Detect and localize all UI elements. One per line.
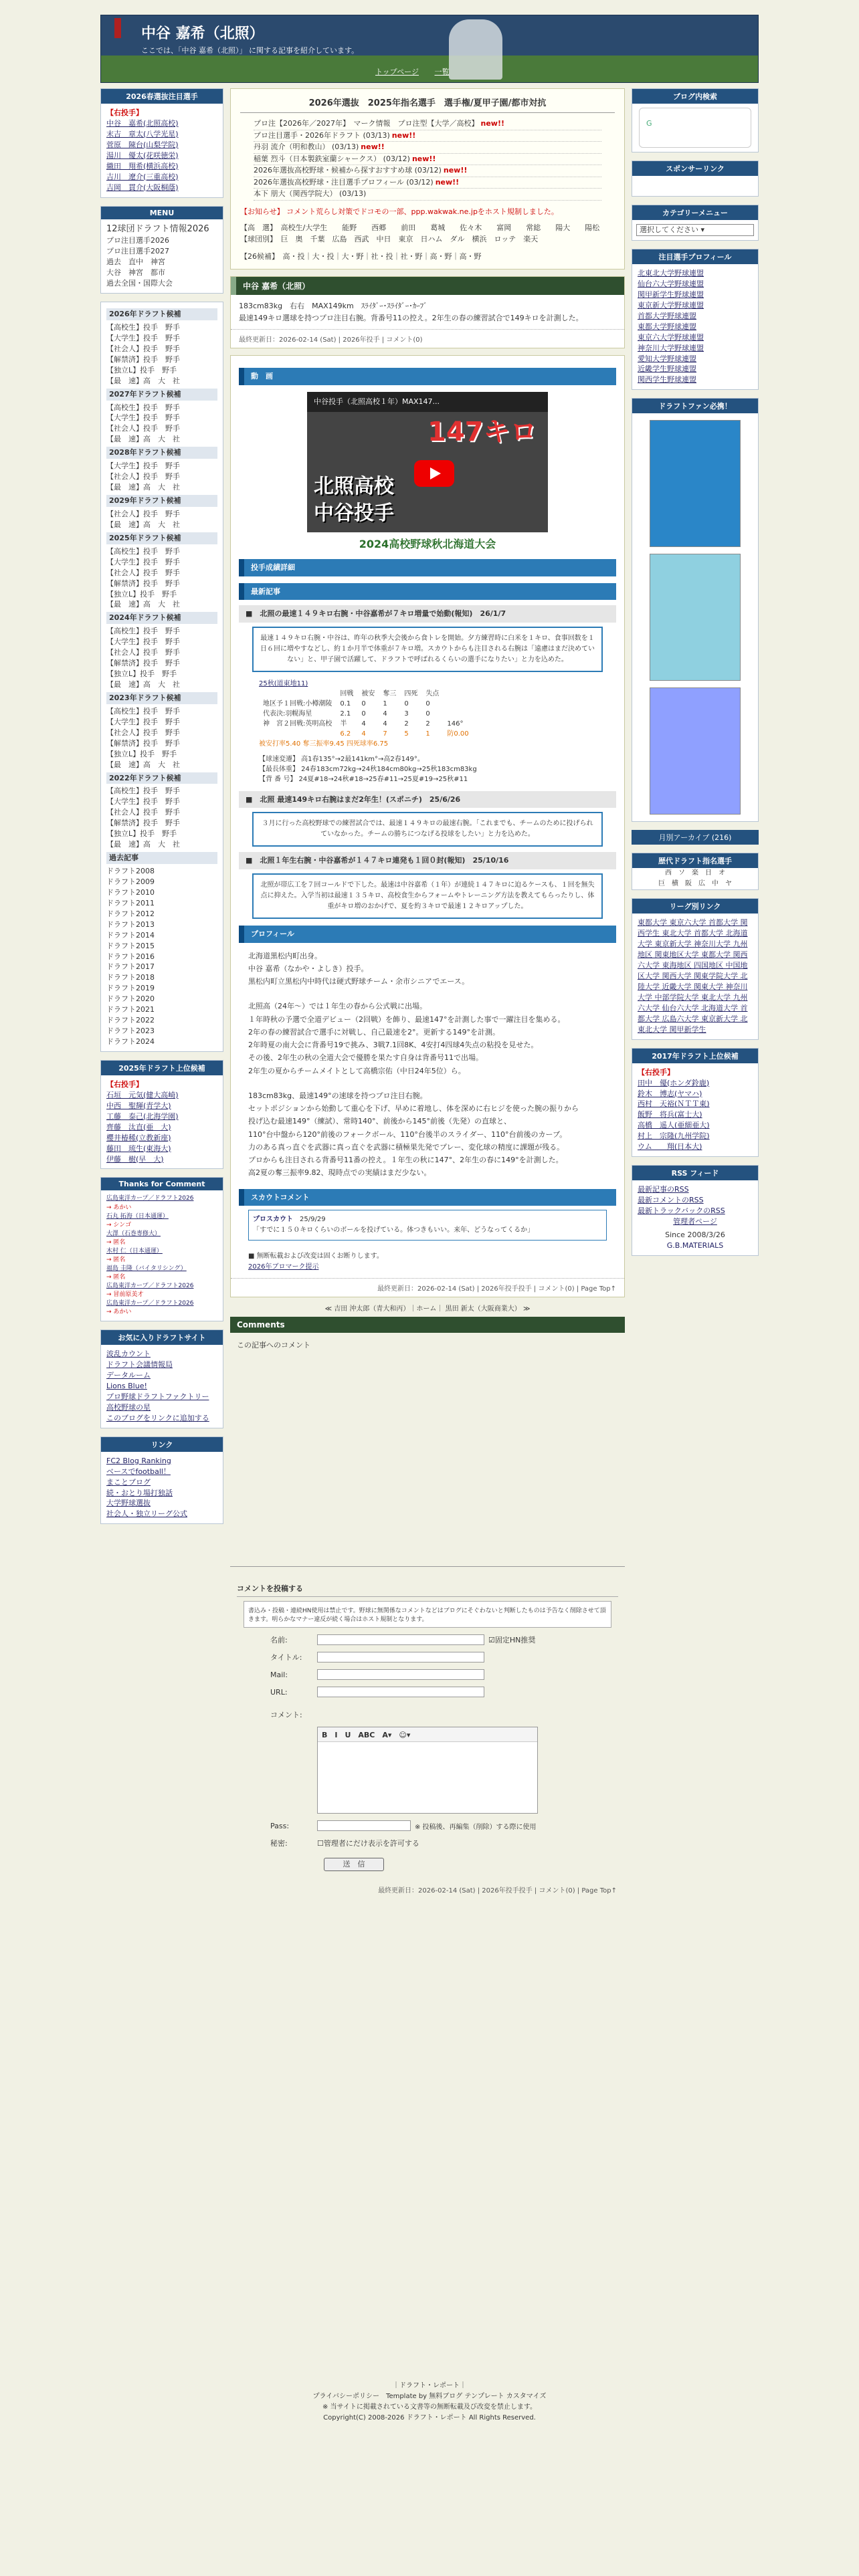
team-links[interactable]: 西 ソ 楽 日 オ	[665, 869, 725, 877]
notice: 【お知らせ】 コメント荒らし対策でドコモの一部、ppp.wakwak.ne.jpをホスト規制しました。	[240, 207, 559, 216]
box-title: ドラフトファン必携！	[632, 399, 758, 413]
archive-link[interactable]: ドラフト2013	[106, 920, 155, 929]
article-body	[230, 355, 625, 1297]
recent-comments-box	[100, 1177, 223, 1321]
article-meta: 最終更新日：2026-02-14 (Sat) | 2026年投手投手 | コメント(0) | Page Top↑	[231, 1278, 624, 1297]
comment-author: → 匿名	[106, 1256, 126, 1263]
archive-link[interactable]: ドラフト2018	[106, 973, 155, 982]
league-link[interactable]: 神奈川大学野球連盟	[638, 343, 704, 352]
player-link[interactable]: ウム 翔(日本大)	[638, 1142, 702, 1152]
secret-note: 管理者にだけ表示を許可する	[323, 1839, 419, 1848]
draft-row[interactable]: 【最 速】高 大 社	[106, 600, 180, 609]
rss-link[interactable]: 最新記事のRSS	[638, 1185, 689, 1194]
archive-link[interactable]: ドラフト2017	[106, 962, 155, 972]
after-notes: ■ 無断転載および改変は固くお断りします。 2026年ブロマーク提示	[248, 1253, 383, 1271]
comment-author: → 匿名	[106, 1273, 126, 1281]
draft-row[interactable]: 【社会人】投手 野手	[106, 424, 180, 433]
archive-link[interactable]: ドラフト2016	[106, 952, 155, 961]
site-link[interactable]: 続・おとり場打独話	[106, 1488, 173, 1497]
books-box	[632, 398, 759, 822]
draft-candidates-box	[100, 302, 223, 1052]
draft-row[interactable]: 【大学生】投手 野手	[106, 413, 180, 423]
book-cover-image[interactable]	[650, 554, 741, 681]
player-link[interactable]: 吉岡 貫介(大阪桐蔭)	[106, 183, 179, 192]
archive-heading: 過去記事	[106, 852, 217, 864]
archive-link[interactable]: ドラフト2023	[106, 1027, 155, 1036]
comment-link[interactable]: 大澤（石巻専修大）	[106, 1230, 161, 1237]
video-player[interactable]	[307, 392, 548, 552]
draft-row[interactable]: 【高校生】投手 野手	[106, 786, 180, 796]
footer-copyright: Copyright(C) 2008-2026 ドラフト・レポート All Rights Reserved.	[323, 2414, 536, 2422]
archive-link[interactable]: ドラフト2015	[106, 941, 155, 950]
player-link[interactable]: 菅原 陳台(山梨学院)	[106, 140, 179, 149]
footer	[100, 2381, 759, 2424]
form-title: コメントを投稿する	[237, 1583, 618, 1597]
draft-row[interactable]: 【独立L】投手 野手	[106, 749, 177, 758]
league-link[interactable]: 仙台六大学野球連盟	[638, 279, 704, 288]
main-content	[230, 88, 625, 1899]
spring-picks-box	[100, 88, 223, 198]
comments-empty: この記事へのコメント	[230, 1333, 625, 1567]
secret-checkbox[interactable]: ☐	[317, 1838, 324, 1848]
article	[230, 276, 625, 348]
player-link[interactable]: 吉川 遼介(三重高校)	[106, 172, 179, 181]
player-link[interactable]: 櫻井椿稀(立教新座)	[106, 1133, 171, 1142]
draft-row[interactable]: 【解禁済】投手 野手	[106, 659, 180, 668]
secret-label: 秘密:	[270, 1839, 288, 1848]
menu-headline[interactable]: 12球団ドラフト情報2026	[106, 223, 209, 234]
name-label: 名前:	[270, 1636, 288, 1645]
article-meta: 最終更新日：2026-02-14 (Sat) | 2026年投手投手 | コメント(0) | Page Top↑	[378, 1887, 617, 1895]
form-note: 書込み・投稿・連続HN使用は禁止です。野球に無関係なコメントなどはブログにそぐわないと判断したものは予告なく削除させて頂きます。明らかなマナー違反が続く場合はホスト規制となります。	[244, 1601, 611, 1628]
comment-author: → 冒前原美才	[106, 1291, 144, 1298]
box-title: リンク	[101, 1437, 223, 1452]
draft-row[interactable]: 【高校生】投手 野手	[106, 546, 180, 556]
site-link[interactable]: まことブログ	[106, 1477, 151, 1487]
menu-item[interactable]: プロ注目選手2026	[106, 236, 169, 245]
league-link[interactable]: 首都大学野球連盟	[638, 311, 696, 320]
archive-link[interactable]: ドラフト2010	[106, 887, 155, 897]
draft-year-heading: 2026年ドラフト候補	[106, 308, 217, 320]
player-link[interactable]: 工藤 泰己(北海学園)	[106, 1111, 179, 1121]
article-meta: 最終更新日：2026-02-14 (Sat) | 2026年投手 | コメント(0)	[231, 329, 624, 348]
recent-post[interactable]: 丹羽 流介（明和教山） (03/13) new!!	[254, 142, 601, 154]
comment-link[interactable]: 広島東洋カープ／ドラフト2026	[106, 1282, 194, 1289]
book-cover-image[interactable]	[650, 420, 741, 547]
draft-row[interactable]: 【解禁済】投手 野手	[106, 578, 180, 588]
news-heading: ■ 北照の最速１４９キロ右腕・中谷嘉希が７キロ増量で始動(報知) 26/1/7	[239, 605, 616, 623]
box-subhead: 【右投手】	[106, 1079, 143, 1089]
box-title: 2026春選抜注目選手	[101, 89, 223, 104]
sponsor-box	[632, 160, 759, 197]
post-nav[interactable]: ≪ 吉田 沖太郎（青大和丙）｜ホーム｜ 黒田 新太（大阪商業大） ≫	[324, 1305, 531, 1313]
player-link[interactable]: 湯川 優太(花咲徳栄)	[106, 150, 179, 160]
box-subhead: 【右投手】	[106, 108, 143, 117]
news-heading: ■ 北照１年生右腕・中谷嘉希が１４７キロ連発も１回０封(報知) 25/10/16	[239, 852, 616, 869]
scout-comment: プロスカウト 25/9/29 「すでに１５０キロくらいのボールを投げている。体つきもいい。来年、どうなってくるか」	[248, 1210, 607, 1241]
box-title: カテゴリーメニュー	[632, 205, 758, 220]
site-link[interactable]: Lions Blue!	[106, 1381, 147, 1390]
submit-button[interactable]: 送 信	[324, 1858, 384, 1871]
category-select[interactable]: 選択してください ▾	[636, 224, 754, 236]
url-input[interactable]	[317, 1687, 484, 1697]
site-header	[100, 15, 759, 83]
player-summary: 最速149キロ選球を持つプロ注目右腕。背番号11の控え。2年生の春の練習試合で149キロを計測した。	[239, 313, 583, 322]
archive-link[interactable]: ドラフト2014	[106, 930, 155, 940]
pitching-stats	[259, 679, 596, 784]
section-bar: 投手成績詳細	[239, 559, 616, 576]
comment-link[interactable]: 福島 圭隆（バイタリシング）	[106, 1265, 187, 1272]
video-caption: 中谷投手	[314, 502, 394, 526]
draft-year-heading: 2023年ドラフト候補	[106, 692, 217, 704]
box-title: お気に入りドラフトサイト	[101, 1330, 223, 1345]
box-title: 歴代ドラフト指名選手	[632, 853, 758, 868]
video-velocity: 147キロ	[427, 417, 537, 448]
draft-row[interactable]: 【独立L】投手 野手	[106, 829, 177, 839]
book-cover-image[interactable]	[650, 687, 741, 815]
admin-link[interactable]: 管理者ページ	[673, 1216, 717, 1226]
name-input[interactable]	[317, 1634, 484, 1645]
materials-credit[interactable]: G.B.MATERIALS	[666, 1241, 724, 1250]
video-title: 中谷投手（北照高校１年）MAX147...	[307, 392, 548, 412]
draft-year-heading: 2025年ドラフト候補	[106, 532, 217, 544]
player-link[interactable]: 中西 聖輝(青学大)	[106, 1101, 171, 1110]
site-link[interactable]: 高校野球の星	[106, 1402, 151, 1412]
draft-row[interactable]: 【大学生】投手 野手	[106, 557, 180, 566]
draft-row[interactable]: 【最 速】高 大 社	[106, 680, 180, 689]
box-title: RSS フィード	[632, 1166, 758, 1180]
archive-link[interactable]: ドラフト2009	[106, 877, 155, 886]
draft-row[interactable]: 【大学生】投手 野手	[106, 637, 180, 647]
draft-row[interactable]: 【解禁済】投手 野手	[106, 819, 180, 828]
article-title: 中谷 嘉希（北照）	[231, 277, 624, 295]
league-link[interactable]: 東都大学野球連盟	[638, 322, 696, 331]
recent-posts-box	[230, 88, 625, 270]
after-link[interactable]: 2026年ブロマーク提示	[248, 1263, 319, 1271]
play-icon[interactable]	[414, 460, 454, 487]
site-link[interactable]: プロ野球ドラフトファクトリー	[106, 1392, 209, 1401]
since-text: Since 2008/3/26	[665, 1230, 725, 1239]
search-box	[632, 88, 759, 152]
video-caption: 北照高校	[314, 475, 394, 499]
monthly-archive[interactable]: 月別アーカイブ (216)	[632, 830, 759, 845]
nav-top[interactable]: トップページ	[375, 68, 419, 76]
stats-line: 【背 番 号】 24夏#18→24秋#18→25春#11→25夏#19→25秋#11	[259, 775, 468, 783]
site-link[interactable]: ベースでfootball！	[106, 1467, 171, 1476]
draft-row[interactable]: 【大学生】投手 野手	[106, 333, 180, 342]
title-label: タイトル:	[270, 1653, 302, 1662]
draft-row[interactable]: 【大学生】投手 野手	[106, 717, 180, 726]
footer-notice: ※ 当サイトに掲載されている文書等の無断転載及び改変を禁止します。	[322, 2403, 537, 2411]
draft-row[interactable]: 【最 速】高 大 社	[106, 483, 180, 492]
comments-title: Comments	[230, 1317, 625, 1333]
comment-label: コメント:	[270, 1711, 302, 1720]
menu-box	[100, 206, 223, 294]
player-link[interactable]: 高橋 遥人(亜細亜大)	[638, 1121, 710, 1130]
title-input[interactable]	[317, 1652, 484, 1662]
comment-form: コメントを投稿する 書込み・投稿・連続HN使用は禁止です。野球に無関係なコメントなどはブログにそぐわないと判断したものは予告なく削除させて頂きます。明らかなマナー違反が続く場合はホスト規制となります。 名前: ☑ 固定HN推奨 タイトル: Mail: URL: コメント: B I U ABC A▾ ☺▾ Pass: ※ 投稿後、再編集（削除）する際に使用 秘密: ☐ 管理者にだけ表示を許可する 送 信	[230, 1576, 625, 1878]
draft-row[interactable]: 【社会人】投手 野手	[106, 648, 180, 657]
draft-row[interactable]: 【最 速】高 大 社	[106, 376, 180, 385]
box-title: 2017年ドラフト上位候補	[632, 1049, 758, 1063]
draft-row[interactable]: 【独立L】投手 野手	[106, 365, 177, 374]
recent-post[interactable]: プロ注【2026年／2027年】 マーク情報 プロ注型【大学／高校】 new!!	[254, 118, 601, 130]
draft-row[interactable]: 【社会人】投手 野手	[106, 344, 180, 353]
menu-item[interactable]: プロ注目選手2027	[106, 247, 169, 256]
league-link[interactable]: 愛知大学野球連盟	[638, 354, 696, 363]
editor-toolbar[interactable]: B I U ABC A▾ ☺▾	[318, 1727, 537, 1742]
player-link[interactable]: 村上 宗隆(九州学院)	[638, 1132, 710, 1141]
stats-table: 回戦 被安 奪三 四死 失点 地区予１回戦:小樽潮陵 0.1 0 1 0 0 代表決:羽幌海星 2.1 0 4 3 0 神 宮２回戦:英明高校 半 4 4 2 2 146° 6.2 4 7 5 1 防0.00	[263, 689, 469, 738]
site-link[interactable]: 社会人・独立リーグ公式	[106, 1509, 187, 1519]
stats-line: 【球速変遷】 高1春135°→2最141km°→高2春149°。	[259, 755, 424, 763]
draft-row[interactable]: 【社会人】投手 野手	[106, 472, 180, 481]
recent-posts-title[interactable]: 2026年選抜 2025年指名選手 選手権/夏甲子園/都市対抗	[240, 96, 615, 113]
comment-link[interactable]: 広島東洋カープ／ドラフト2026	[106, 1300, 194, 1307]
links-box	[100, 1436, 223, 1525]
menu-item[interactable]: 大谷 神宮 都市	[106, 268, 165, 278]
site-link[interactable]: 大学野球選抜	[106, 1499, 151, 1508]
recent-post[interactable]: 稲葉 烈斗（日本製鉄室蘭シャークス） (03/12) new!!	[254, 154, 601, 166]
archive-link[interactable]: ドラフト2019	[106, 984, 155, 993]
tag-links[interactable]: 【26候補】 高・投｜大・投｜大・野｜社・投｜社・野｜高・野｜高・野	[240, 251, 482, 261]
draft-row[interactable]: 【最 速】高 大 社	[106, 840, 180, 849]
draft-year-heading: 2029年ドラフト候補	[106, 495, 217, 507]
nav-list[interactable]: 一覧	[434, 68, 450, 76]
draft-row[interactable]: 【解禁済】投手 野手	[106, 738, 180, 748]
draft-year-heading: 2028年ドラフト候補	[106, 447, 217, 459]
news-quote: ３月に行った高校野球での練習試合では、最速１４９キロの最速右腕。「これまでも、チームのために投げられていなかった。チームの勝ちにつなげる投球をしたい」と力を込めた。	[252, 812, 603, 847]
player-link[interactable]: 織田 翔希(横浜高校)	[106, 161, 179, 171]
comment-link[interactable]: 広島東洋カープ／ドラフト2026	[106, 1195, 194, 1202]
section-bar: 最新記事	[239, 583, 616, 601]
search-input[interactable]: G	[639, 108, 751, 148]
player-link[interactable]: 鈴木 博志(ヤマハ)	[638, 1089, 702, 1098]
top-candidates-box	[100, 1060, 223, 1170]
profile-text: 北海道黒松内町出身。 中谷 嘉希（なかや・よしき）投手。 黒松内町立黒松内中時代は硬式野球チーム・余市シニアでエース。 北照高（24年～）では１年生の春から公式戦に出場。 １年時秋の予選で全道デビュー（2回戦）を飾り、最速147°を計測した事で一躍注目を集める。 2年の春の練習試合で選手に対戦し、自己最速を2°。更新する149°を計測。 2年時夏の南大会に背番号19で挑み、3戦7.1回8K、4安打4四球4失点の粘投を見せた。 その後、2年生の秋の全道大会で優勝を果たす自身は背番号11で出場。 2年生の夏からチームメイトとして高橋宗佑（中日24年5位）ら。 183cm83kg、最速149°の速球を持つプロ注目右腕。 セットポジションから始動して重心を下げ、早めに着地し、体を深めに右ヒジを使った腕の振りから 投げ込む最速149°（練試）、常時140°、前後から145°前後（先発）の直球と、 110°台中盤から120°前後のフォークボール、110°台後半のスライダー、110°台前後のカーブ。 力のある真っ直ぐを武器に真っ直ぐを武器に積極果先発でプレー、変化球の精度に課題が残る。 プロからも注目される背番号11番の控え。１年生の秋に147°、2年生の春に149°を計測した。 高2夏の奪三振率9.82、現時点での実績はまだ少ない。	[248, 951, 579, 1178]
section-bar: 動 画	[239, 368, 616, 385]
recent-post[interactable]: 本下 朋大（関西学院大） (03/13)	[254, 189, 601, 201]
league-link[interactable]: 近畿学生野球連盟	[638, 364, 696, 374]
mail-label: Mail:	[270, 1670, 288, 1679]
pass-input[interactable]	[317, 1820, 411, 1831]
player-spec: 183cm83kg 右右 MAX149km ｽﾗｲﾀﾞｰ･ｽﾗｲﾀﾞｰ･ｶｰﾌﾞ	[239, 302, 427, 311]
league-links[interactable]: 東都大学 東京六大学 首都大学 関西学生 東北大学 首都大学 北海道大学 東京新大学 神奈川大学 九州地区 関東地区大学 東都大学 関西六大学 東海地区 四国地区 中国地区大学 関西大学 関東学院大学 北陸大学 近畿大学 関東大学 神奈川大学 中部学院大学 東北大学 九州六大学 仙台六大学 北海道大学 首都大学 広島六大学 東京新大学 北東北大学 関甲新学生	[638, 918, 748, 1034]
url-label: URL:	[270, 1687, 288, 1697]
comment-author: → シンゴ	[106, 1221, 132, 1228]
header-nav	[369, 66, 456, 77]
site-link[interactable]: ドラフト会議情報局	[106, 1360, 173, 1370]
league-link[interactable]: 北東北大学野球連盟	[638, 269, 704, 278]
draft-row[interactable]: 【社会人】投手 野手	[106, 568, 180, 577]
league-link[interactable]: 東京六大学野球連盟	[638, 332, 704, 342]
header-flag	[114, 18, 121, 38]
player-link[interactable]: 石垣 元気(健大高崎)	[106, 1090, 179, 1099]
pass-label: Pass:	[270, 1821, 290, 1830]
comment-author: → 匿名	[106, 1239, 126, 1246]
category-box	[632, 205, 759, 241]
profile-links-box	[632, 249, 759, 390]
draft-year-heading: 2027年ドラフト候補	[106, 389, 217, 401]
box-title: ブログ内検索	[632, 89, 758, 104]
league-link[interactable]: 東京新大学野球連盟	[638, 300, 704, 310]
draft-row[interactable]: 【最 速】高 大 社	[106, 435, 180, 444]
draft-year-heading: 2024年ドラフト候補	[106, 612, 217, 624]
draft-row[interactable]: 【高校生】投手 野手	[106, 322, 180, 332]
menu-item[interactable]: 過去全国・国際大会	[106, 279, 173, 288]
draft-row[interactable]: 【大学生】投手 野手	[106, 461, 180, 471]
header-description: ここでは、「中谷 嘉希（北照）」 に関する記事を紹介しています。	[141, 46, 359, 55]
box-title: 注目選手プロフィール	[632, 249, 758, 264]
draft-row[interactable]: 【社会人】投手 野手	[106, 509, 180, 518]
site-link[interactable]: FC2 Blog Ranking	[106, 1456, 171, 1465]
box-title: Thanks for Comment	[101, 1178, 223, 1190]
archive-link[interactable]: ドラフト2020	[106, 994, 155, 1004]
draft-row[interactable]: 【高校生】投手 野手	[106, 403, 180, 412]
add-link[interactable]: このブログをリンクに追加する	[106, 1413, 209, 1422]
drafted-players-box	[632, 853, 759, 890]
comment-author: → あかい	[106, 1204, 132, 1211]
league-links-box	[632, 898, 759, 1039]
section-bar: スカウトコメント	[239, 1189, 616, 1206]
stats-summary: 被安打率5.40 奪三振率9.45 四死球率6.75	[259, 740, 389, 748]
player-link[interactable]: 伊藤 樹(早 大)	[106, 1154, 164, 1164]
footer-policy[interactable]: プライバシーポリシー Template by 無料ブログ テンプレート カスタマイズ	[312, 2393, 547, 2400]
draft-row[interactable]: 【解禁済】投手 野手	[106, 354, 180, 364]
stats-line: 【最長体重】 24春183cm72kg→24秋184cm80kg→25秋183cm83kg	[259, 765, 477, 773]
player-link[interactable]: 末吉 章太(八学光星)	[106, 129, 179, 138]
footer-link[interactable]: ｜ドラフト・レポート｜	[393, 2382, 466, 2389]
stats-heading[interactable]: 25秋(道東地11)	[259, 679, 308, 687]
menu-item[interactable]: 過去 直中 神宮	[106, 257, 165, 267]
comment-link[interactable]: 石丸 拓海（日本通運）	[106, 1212, 169, 1220]
player-link[interactable]: 齊藤 汰直(亜 大)	[106, 1122, 171, 1132]
recent-post[interactable]: 2026年選抜高校野球・注目選手プロフィール (03/12) new!!	[254, 177, 601, 189]
player-link[interactable]: 飯野 将兵(富士大)	[638, 1110, 702, 1119]
archive-link[interactable]: ドラフト2021	[106, 1005, 155, 1014]
player-link[interactable]: 西村 天裕(ＮＴＴ東)	[638, 1099, 710, 1109]
draft-row[interactable]: 【最 速】高 大 社	[106, 760, 180, 769]
rss-box	[632, 1165, 759, 1256]
league-link[interactable]: 関西学生野球連盟	[638, 375, 696, 385]
draft-row[interactable]: 【社会人】投手 野手	[106, 728, 180, 737]
favorite-sites-box	[100, 1329, 223, 1428]
box-title: 2025年ドラフト上位候補	[101, 1061, 223, 1075]
hn-label: 固定HN推奨	[494, 1636, 536, 1645]
archive-link[interactable]: ドラフト2012	[106, 909, 155, 918]
comments-section	[230, 1317, 625, 1567]
section-bar: プロフィール	[239, 926, 616, 943]
header-player-image	[449, 19, 502, 80]
comment-link[interactable]: 木村 仁（日本通運）	[106, 1247, 163, 1255]
rss-link[interactable]: 最新コメントのRSS	[638, 1196, 704, 1205]
archive-link[interactable]: ドラフト2008	[106, 867, 155, 876]
news-heading: ■ 北照 最速149キロ右腕はまだ2年生！(スポニチ) 25/6/26	[239, 791, 616, 809]
news-quote: 北照が帯広工を７回コールドで下した。最速は中谷嘉希（１年）が連続１４７キロに迫るケースも、１回を無失点に抑えた。入学当初は最速１３５キロ、高校食生からフォームやトレーニング方法を教えてもらったりし、体重がキロ増のおかげで、夏を約３キロで最速１２キロアップした。	[252, 873, 603, 919]
mail-input[interactable]	[317, 1669, 484, 1680]
league-link[interactable]: 関甲新学生野球連盟	[638, 290, 704, 299]
tag-links[interactable]: 【高 選】 高校生/大学生 能野 西郷 前田 葛城 佐々木 富岡 常総 陽大 陽松 【球団別】 巨 奥 千葉 広島 西武 中日 東京 日ハム ダル 横浜 ロッテ 楽天	[240, 223, 615, 244]
box-title: スポンサーリンク	[632, 161, 758, 176]
box-title: MENU	[101, 207, 223, 219]
site-link[interactable]: データルーム	[106, 1371, 151, 1380]
player-link[interactable]: 藤田 琉生(東海大)	[106, 1144, 171, 1153]
draft-row[interactable]: 【最 速】高 大 社	[106, 520, 180, 529]
left-sidebar	[100, 88, 223, 1532]
video-caption: 2024高校野球秋北海道大会	[307, 532, 548, 552]
comment-author: → あかい	[106, 1309, 132, 1316]
draft-row[interactable]: 【高校生】投手 野手	[106, 627, 180, 636]
pass-note: ※ 投稿後、再編集（削除）する際に使用	[415, 1823, 537, 1831]
candidates-2017-box	[632, 1048, 759, 1158]
box-title: リーグ別リンク	[632, 899, 758, 914]
site-link[interactable]: 波乱カウント	[106, 1350, 151, 1359]
archive-link[interactable]: ドラフト2024	[106, 1037, 155, 1047]
draft-year-heading: 2022年ドラフト候補	[106, 772, 217, 784]
recent-post[interactable]: 2026年選抜高校野球・候補から探すおすすめ球 (03/12) new!!	[254, 165, 601, 177]
draft-row[interactable]: 【社会人】投手 野手	[106, 808, 180, 817]
player-link[interactable]: 中谷 嘉希(北照高校)	[106, 118, 179, 128]
draft-row[interactable]: 【大学生】投手 野手	[106, 797, 180, 807]
news-quote: 最速１４９キロ右腕・中谷は、昨年の秋季大会後から食トレを開始。夕方練習時に白米を１キロ、食事回数を１日６回に増やすなどし、約１か月半で体重が７キロ増。スカウトからも注目される右腕は「遠慮はまだ決めていない」と、甲子園で活躍して、ドラフトで呼ばれるくらいの選手になりたい」と力を込めた。	[252, 627, 603, 672]
archive-link[interactable]: ドラフト2011	[106, 898, 155, 907]
page-title: 中谷 嘉希（北照）	[141, 25, 264, 42]
rss-link[interactable]: 最新トラックバックのRSS	[638, 1206, 725, 1215]
box-subhead: 【右投手】	[638, 1067, 674, 1077]
comment-textarea[interactable]	[317, 1727, 538, 1814]
right-sidebar	[632, 88, 759, 1264]
draft-row[interactable]: 【独立L】投手 野手	[106, 669, 177, 679]
draft-row[interactable]: 【独立L】投手 野手	[106, 589, 177, 599]
team-links[interactable]: 巨 横 阪 広 中 ヤ	[658, 880, 732, 888]
player-link[interactable]: 田中 優(ホンダ鈴鹿)	[638, 1078, 710, 1087]
recent-post[interactable]: プロ注目選手・2026年ドラフト (03/13) new!!	[254, 130, 601, 142]
archive-link[interactable]: ドラフト2022	[106, 1016, 155, 1025]
draft-row[interactable]: 【高校生】投手 野手	[106, 706, 180, 716]
